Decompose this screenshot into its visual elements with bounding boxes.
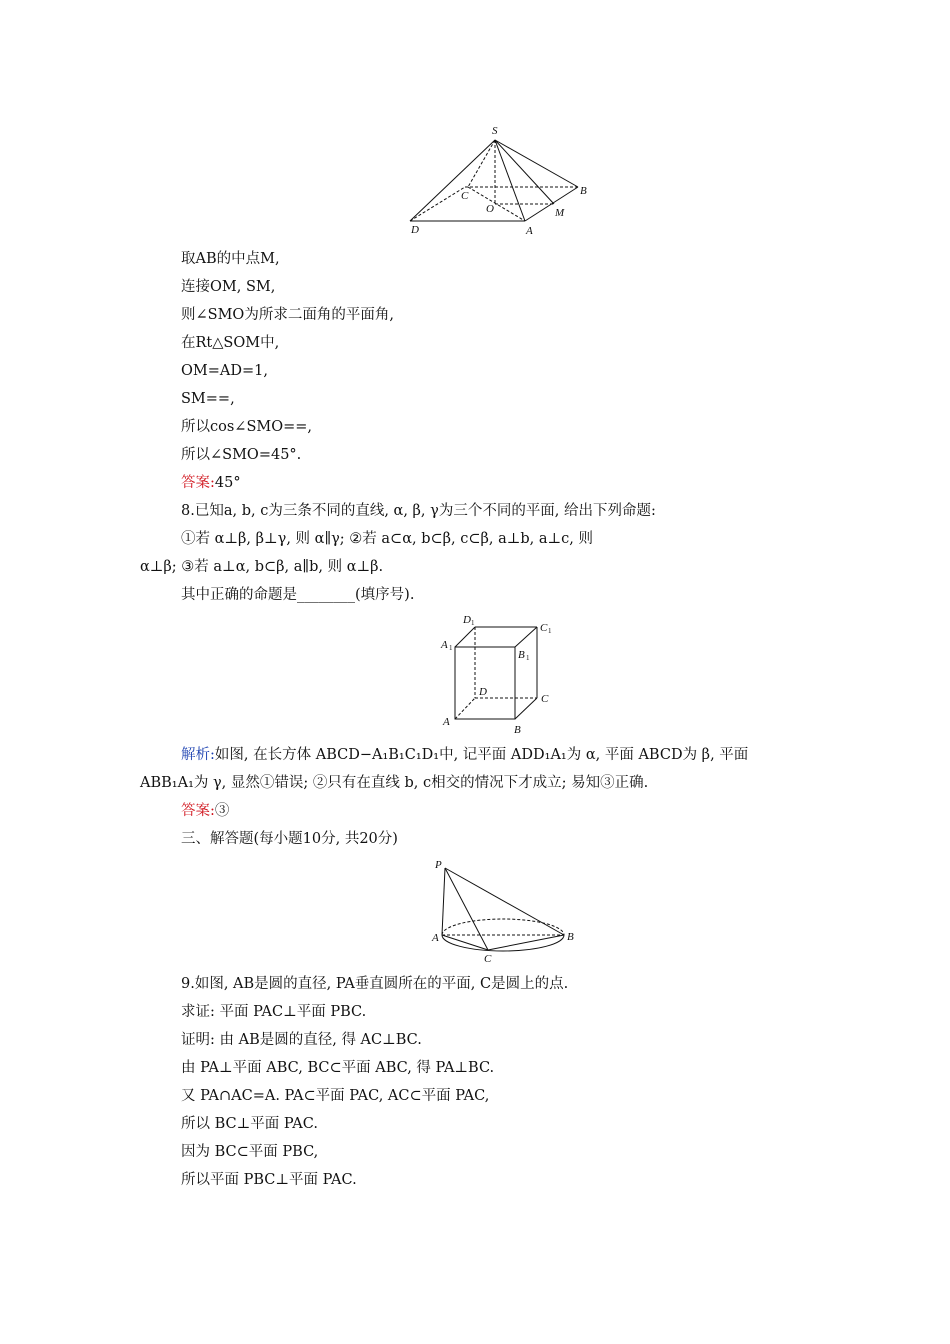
analysis-text-1: 如图, 在长方体 ABCD−A₁B₁C₁D₁中, 记平面 ADD₁A₁为 α, 平面 ABCD为 β, 平面 [214,747,749,763]
analysis-label: 解析: [181,747,215,763]
label-C1-sub: 1 [548,627,552,635]
sol7-line-1: 取AB的中点M, [181,251,280,267]
q9-line-5: 又 PA∩AC=A. PA⊂平面 PAC, AC⊂平面 PAC, [181,1088,490,1104]
label-S: S [492,125,498,137]
label-A1-sub: 1 [449,644,453,652]
sol7-line-3: 则∠SMO为所求二面角的平面角, [181,307,394,323]
q9-line-8: 所以平面 PBC⊥平面 PAC. [181,1172,357,1188]
q8-line-3: α⊥β; ③若 a⊥α, b⊂β, a∥b, 则 α⊥β. [140,559,384,575]
label-B1-sub: 1 [526,654,530,662]
sol7-line-5: OM=AD=1, [181,363,268,379]
sol7-line-7: 所以cos∠SMO==, [181,419,313,435]
sol7-line-2: 连接OM, SM, [181,279,276,295]
label-B: B [580,185,587,197]
answer-label: 答案: [181,803,215,819]
q9-line-6: 所以 BC⊥平面 PAC. [181,1116,318,1132]
label-C: C [461,190,469,202]
sol7-line-6: SM==, [181,391,235,407]
label-D1-sub: 1 [471,619,475,627]
label-A: A [443,716,450,728]
analysis8-line-2: ABB₁A₁为 γ, 显然①错误; ②只有在直线 b, c相交的情况下才成立; 易知③正确. [140,775,649,791]
label-D: D [479,686,487,698]
label-M: M [555,207,565,219]
label-A: A [432,932,439,944]
answer-value: 45° [214,475,241,491]
q9-line-3: 证明: 由 AB是圆的直径, 得 AC⊥BC. [181,1032,422,1048]
label-A1: A [441,639,448,651]
circle-pyramid-figure [428,855,578,970]
answer-label: 答案: [181,475,215,491]
answer-7 [181,473,241,493]
label-P: P [435,859,442,871]
q9-line-1: 9.如图, AB是圆的直径, PA垂直圆所在的平面, C是圆上的点. [181,976,569,992]
label-C1: C [540,622,548,634]
q8-line-1: 8.已知a, b, c为三条不同的直线, α, β, γ为三个不同的平面, 给出下列命题: [181,503,656,519]
q8-line-4: 其中正确的命题是________(填序号). [181,587,415,603]
label-D: D [411,224,419,236]
label-B1: B [518,649,525,661]
sol7-line-4: 在Rt△SOM中, [181,335,280,351]
label-C: C [484,953,492,965]
q8-line-2: ①若 α⊥β, β⊥γ, 则 α∥γ; ②若 a⊂α, b⊂β, c⊂β, a⊥b, a⊥c, 则 [181,531,594,547]
label-B: B [514,724,521,736]
q9-line-2: 求证: 平面 PAC⊥平面 PBC. [181,1004,367,1020]
q9-line-4: 由 PA⊥平面 ABC, BC⊂平面 ABC, 得 PA⊥BC. [181,1060,495,1076]
pyramid-figure [400,120,600,240]
label-O: O [486,203,494,215]
label-D1: D [463,614,471,626]
label-C: C [541,693,549,705]
label-A: A [526,225,533,237]
answer-value: ③ [214,803,230,819]
analysis8-line-1 [181,745,748,765]
section-heading: 三、解答题(每小题10分, 共20分) [181,831,398,847]
label-B: B [567,931,574,943]
answer-8 [181,801,229,821]
sol7-line-8: 所以∠SMO=45°. [181,447,302,463]
q9-line-7: 因为 BC⊂平面 PBC, [181,1144,319,1160]
cuboid-figure [438,610,568,740]
